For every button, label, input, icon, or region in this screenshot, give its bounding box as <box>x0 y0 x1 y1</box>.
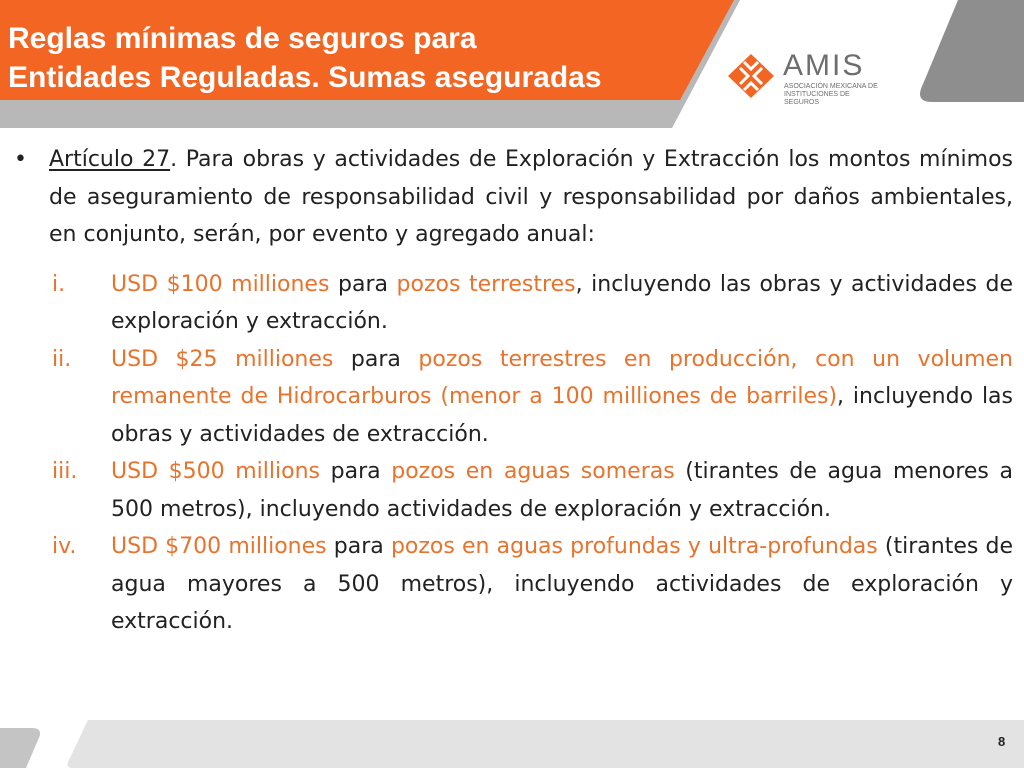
item-well-type: pozos terrestres en producción, con un volumen remanente de Hidrocarburos (menor a 100 milliones de barriles) <box>111 346 1013 409</box>
amis-logo-mark-icon <box>728 54 774 98</box>
item-number: iii. <box>52 459 78 484</box>
article-paragraph <box>14 141 1013 254</box>
footer-gray-band <box>67 720 1024 768</box>
item-well-type: pozos en aguas someras <box>391 459 675 484</box>
amis-logo <box>728 49 878 106</box>
item-text: para <box>333 346 419 372</box>
item-well-type: pozos terrestres <box>396 271 576 297</box>
article-text: . Para obras y actividades de Exploración y Extracción los montos mínimos de aseguramiento de responsabilidad civil y responsabilidad por daños ambientales, en conjunto, serán, por evento y agregado anual: <box>49 147 1013 247</box>
item-number: ii. <box>52 346 72 372</box>
item-well-type: pozos en aguas profundas y ultra-profundas <box>390 534 878 559</box>
logo-name: AMIS <box>783 49 865 82</box>
item-amount: USD $700 milliones <box>111 534 327 559</box>
corner-gray-tab <box>920 0 1024 102</box>
item-text: , incluyendo las obras y actividades de exploración y extracción. <box>111 271 1013 334</box>
article-reference: Artículo 27 <box>49 147 171 172</box>
page-title <box>8 19 688 97</box>
title-line-1: Reglas mínimas de seguros para <box>8 22 477 55</box>
page-number: 8 <box>998 734 1006 749</box>
slide-body <box>14 141 1013 641</box>
bullet-icon: • <box>14 147 27 172</box>
list-item <box>14 266 1013 341</box>
footer-gray-corner <box>0 728 40 768</box>
list-item <box>14 528 1013 641</box>
item-text: , incluyendo las obras y actividades de extracción. <box>111 384 1013 447</box>
item-text: para <box>320 459 392 484</box>
insured-amounts-list <box>14 266 1013 641</box>
logo-subtitle <box>784 83 884 107</box>
item-text: (tirantes de agua menores a 500 metros), incluyendo actividades de exploración y extracción. <box>111 459 1013 522</box>
item-text: para <box>326 534 391 559</box>
item-amount: USD $100 milliones <box>111 271 330 297</box>
title-line-2: Entidades Reguladas. Sumas aseguradas <box>8 61 602 94</box>
item-text: (tirantes de agua mayores a 500 metros), incluyendo actividades de exploración y extracción. <box>111 534 1014 634</box>
item-number: iv. <box>52 534 77 559</box>
item-text: para <box>329 271 397 297</box>
item-amount: USD $25 milliones <box>111 346 334 372</box>
logo-subtitle-line-1: ASOCIACIÓN MEXICANA DE <box>784 83 878 90</box>
item-number: i. <box>52 271 66 297</box>
item-amount: USD $500 millions <box>111 459 320 484</box>
list-item <box>14 453 1013 528</box>
list-item <box>14 341 1013 454</box>
logo-subtitle-line-2: INSTITUCIONES DE SEGUROS <box>784 91 850 106</box>
